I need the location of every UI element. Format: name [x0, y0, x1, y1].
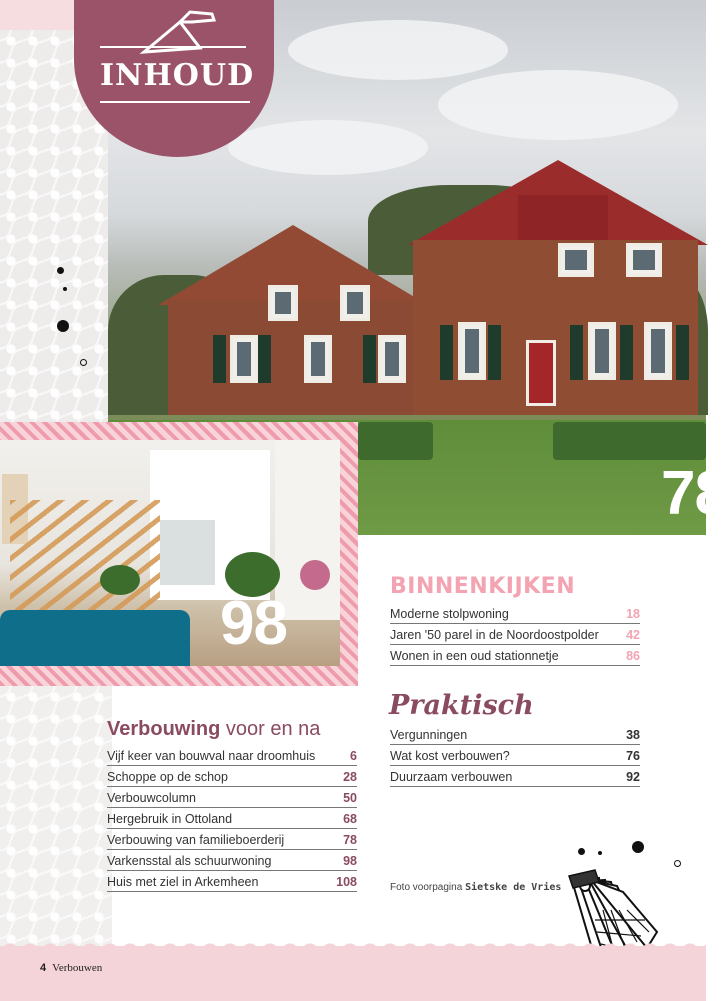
toc-entry[interactable]	[390, 603, 640, 624]
binnenkijken-list	[390, 603, 640, 666]
footer-band	[0, 946, 706, 1001]
badge-divider-bottom	[100, 101, 250, 103]
photo-credit-name: Sietske de Vries	[465, 882, 562, 893]
toc-entry[interactable]	[390, 724, 640, 745]
verbouwing-heading	[107, 718, 320, 741]
toc-entry[interactable]	[390, 624, 640, 645]
interior-photo[interactable]	[0, 440, 340, 666]
toc-entry[interactable]	[390, 745, 640, 766]
toc-entry-page: 92	[626, 770, 640, 784]
binnenkijken-heading: BINNENKIJKEN	[390, 574, 576, 599]
toc-entry-title: Vergunningen	[390, 728, 468, 742]
toc-entry-page: 28	[343, 770, 357, 784]
toc-entry-title: Varkensstal als schuurwoning	[107, 854, 272, 868]
toc-entry[interactable]	[107, 808, 357, 829]
toc-entry[interactable]	[107, 871, 357, 892]
toc-entry-title: Schoppe op de schop	[107, 770, 228, 784]
hero-page-number: 78	[661, 459, 728, 528]
toc-entry-title: Wonen in een oud stationnetje	[390, 649, 559, 663]
toc-entry-title: Hergebruik in Ottoland	[107, 812, 233, 826]
toc-entry-page: 42	[626, 628, 640, 642]
decorative-dot	[632, 841, 644, 853]
toc-entry-title: Duurzaam verbouwen	[390, 770, 513, 784]
photo-credit	[390, 882, 561, 893]
badge-divider-top	[100, 46, 246, 48]
decorative-dot	[578, 848, 585, 855]
toc-entry-page: 68	[343, 812, 357, 826]
toc-entry-page: 98	[343, 854, 357, 868]
toc-entry[interactable]	[107, 829, 357, 850]
toc-entry-page: 108	[336, 875, 357, 889]
praktisch-heading: Praktisch	[389, 690, 534, 721]
decorative-ring	[674, 860, 681, 867]
praktisch-list	[390, 724, 640, 787]
trowel-icon	[140, 8, 220, 60]
decorative-pattern-bottom	[0, 686, 112, 946]
toc-entry-page: 78	[343, 833, 357, 847]
footer-page-number: 4	[40, 962, 47, 974]
footer-magazine-name: Verbouwen	[52, 962, 103, 974]
page-title: INHOUD	[100, 58, 255, 93]
toc-entry[interactable]	[107, 787, 357, 808]
interior-page-number: 98	[220, 589, 287, 658]
toc-entry[interactable]	[390, 645, 640, 666]
page-footer	[40, 962, 102, 974]
toc-entry-title: Huis met ziel in Arkemheen	[107, 875, 259, 889]
toc-entry-page: 76	[626, 749, 640, 763]
verbouwing-list	[107, 745, 357, 892]
verbouwing-heading-bold: Verbouwing	[107, 718, 221, 740]
toc-entry-title: Verbouwcolumn	[107, 791, 196, 805]
toc-entry-page: 86	[626, 649, 640, 663]
toc-entry-title: Moderne stolpwoning	[390, 607, 509, 621]
toc-entry-page: 50	[343, 791, 357, 805]
verbouwing-heading-rest: voor en na	[220, 718, 321, 740]
toc-entry-page: 6	[350, 749, 357, 763]
toc-entry-page: 38	[626, 728, 640, 742]
toc-entry[interactable]	[107, 745, 357, 766]
toc-entry[interactable]	[107, 766, 357, 787]
toc-entry-title: Verbouwing van familieboerderij	[107, 833, 285, 847]
toc-entry[interactable]	[107, 850, 357, 871]
decorative-ring	[80, 359, 87, 366]
toc-entry-title: Wat kost verbouwen?	[390, 749, 510, 763]
decorative-dot	[63, 287, 67, 291]
toc-entry[interactable]	[390, 766, 640, 787]
decorative-dot	[57, 267, 64, 274]
decorative-dot	[57, 320, 69, 332]
decorative-dot	[598, 851, 602, 855]
toc-entry-title: Vijf keer van bouwval naar droomhuis	[107, 749, 316, 763]
toc-entry-page: 18	[626, 607, 640, 621]
toc-entry-title: Jaren '50 parel in de Noordoostpolder	[390, 628, 599, 642]
photo-credit-label: Foto voorpagina	[390, 882, 466, 893]
